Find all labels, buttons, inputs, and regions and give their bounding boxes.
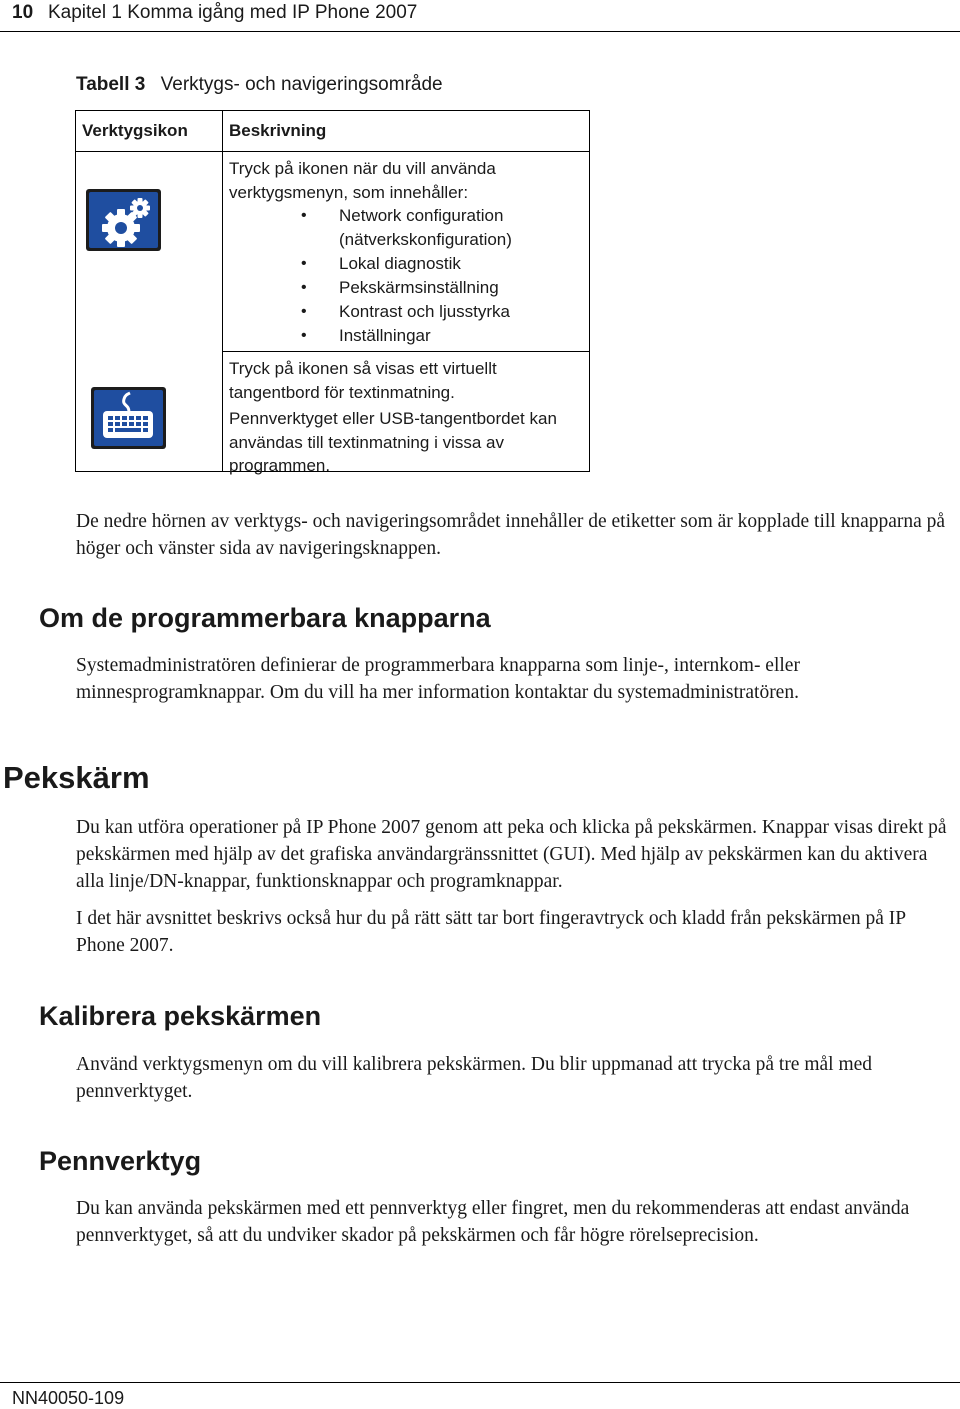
table-caption-label: Tabell 3 (76, 74, 146, 95)
tools-table (75, 110, 590, 475)
list-item: • Network configuration (nätverkskonfiguration) (229, 204, 579, 252)
keyboard-text-1: Tryck på ikonen så visas ett virtuellt tangentbord för textinmatning. (229, 359, 497, 402)
calibrate-text: Använd verktygsmenyn om du vill kalibrera pekskärmen. Du blir uppmanad att trycka på tre mål med pennverktyget. (76, 1054, 873, 1102)
table-row-divider (222, 351, 589, 352)
heading-touchscreen: Pekskärm (3, 760, 150, 795)
keyboard-description (229, 357, 584, 478)
heading-calibrate: Kalibrera pekskärmen (39, 1001, 322, 1031)
table-header-divider (76, 151, 589, 152)
intro-paragraph: De nedre hörnen av verktygs- och navigeringsområdet innehåller de etiketter som är kopplade till knapparna på höger och vänster sida av navigeringsknappen. (76, 511, 946, 559)
chapter-title: Kapitel 1 Komma igång med IP Phone 2007 (48, 2, 418, 23)
header-rule (0, 31, 960, 32)
pen-tool-text: Du kan använda pekskärmen med ett pennverktyg eller fingret, men du rekommenderas att endast använda pennverktyget, så att du undviker skador på pekskärmen och får högre rörelseprecision. (76, 1198, 910, 1246)
touchscreen-text-2: I det här avsnittet beskrivs också hur du på rätt sätt tar bort fingeravtryck och kladd från pekskärmen på IP Phone 2007. (76, 908, 906, 956)
footer-rule (0, 1382, 960, 1383)
tools-intro: Tryck på ikonen när du vill använda verktygsmenyn, som innehåller: (229, 159, 496, 202)
list-item: • Kontrast och ljusstyrka (229, 300, 579, 324)
gear-tools-icon (86, 189, 161, 251)
heading-pen-tool: Pennverktyg (39, 1146, 202, 1176)
table-header-description: Beskrivning (229, 121, 327, 140)
tools-description (229, 157, 579, 348)
table-caption-title: Verktygs- och navigeringsområde (160, 74, 443, 95)
table-header-icon: Verktygsikon (82, 121, 188, 140)
document-id: NN40050-109 (12, 1388, 125, 1408)
table-caption (76, 74, 443, 96)
keyboard-icon (91, 387, 166, 449)
programmable-keys-text: Systemadministratören definierar de programmerbara knapparna som linje-, internkom- eller minnesprogramknappar. Om du vill ha mer information kontaktar du systemadministratören. (76, 655, 800, 703)
page-number: 10 (12, 2, 34, 23)
list-item: • Pekskärmsinställning (229, 276, 579, 300)
table-column-divider (222, 111, 223, 471)
keyboard-text-2: Pennverktyget eller USB-tangentbordet kan användas till textinmatning i vissa av programmen. (229, 409, 557, 475)
list-item: • Inställningar (229, 324, 579, 348)
heading-programmable-keys: Om de programmerbara knapparna (39, 603, 491, 633)
touchscreen-text-1: Du kan utföra operationer på IP Phone 2007 genom att peka och klicka på pekskärmen. Knappar visas direkt på pekskärmen med hjälp av det grafiska användargränssnittet (GUI). Med hjälp av pekskärmen kan du aktivera alla linje/DN-knappar, funktionsknappar och programknappar. (76, 817, 947, 892)
list-item: • Lokal diagnostik (229, 252, 579, 276)
